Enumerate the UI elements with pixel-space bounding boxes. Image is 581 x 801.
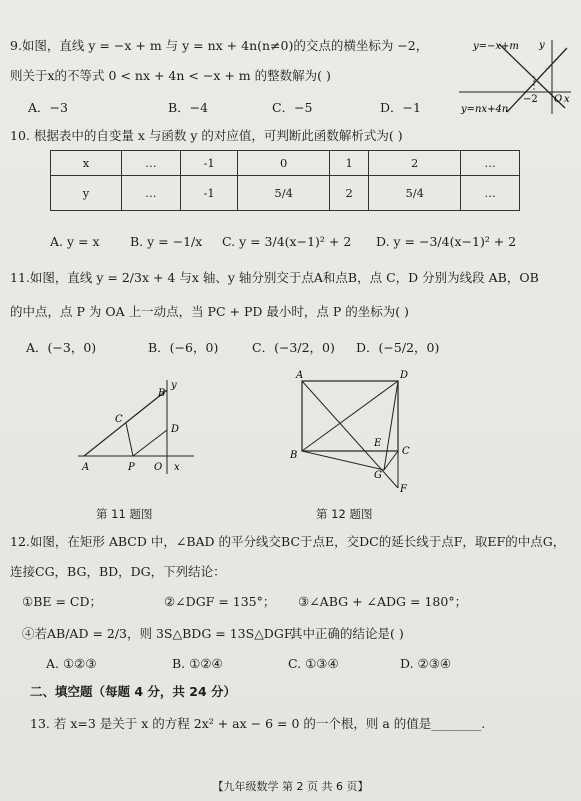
q10-cell: y bbox=[51, 176, 122, 211]
q12-label-c: C bbox=[402, 446, 410, 457]
page-footer: 【九年级数学 第 2 页 共 6 页】 bbox=[212, 780, 369, 793]
q12-label-g: G bbox=[374, 470, 382, 481]
q10-cell: 2 bbox=[369, 151, 461, 176]
q12-conclusion-3: ③∠ABG + ∠ADG = 180°； bbox=[298, 594, 468, 609]
q13-text: 13. 若 x=3 是关于 x 的方程 2x² + ax − 6 = 0 的一个根，则 a 的值是________. bbox=[30, 716, 486, 731]
q9-label-x: x bbox=[564, 94, 570, 105]
q9-label-y: y bbox=[539, 40, 545, 51]
q12-line-af bbox=[302, 381, 398, 488]
q12-line-dg bbox=[384, 381, 398, 470]
q9-option-b: B．−4 bbox=[168, 100, 209, 115]
q11-caption: 第 11 题图 bbox=[96, 507, 153, 521]
q11-label-d: D bbox=[171, 424, 180, 435]
q12-option-d: D. ②③④ bbox=[400, 656, 452, 671]
q12-line-bg bbox=[302, 451, 384, 470]
q12-figure bbox=[280, 366, 420, 496]
q10-cell: x bbox=[51, 151, 122, 176]
q11-line2: 的中点，点 P 为 OA 上一动点，当 PC + PD 最小时，点 P 的坐标为( ) bbox=[10, 304, 409, 319]
q9-label-m2: −2 bbox=[523, 94, 538, 105]
q12-label-b: B bbox=[290, 450, 298, 461]
q11-segment-pd bbox=[133, 430, 167, 456]
q9-label-bottom: y=nx+4n bbox=[461, 104, 509, 115]
q10-row-x bbox=[51, 151, 520, 176]
q11-figure bbox=[70, 374, 200, 478]
q11-label-a: A bbox=[82, 462, 90, 473]
q11-line1: 11.如图，直线 y = 2/3x + 4 与x 轴、y 轴分别交于点A和点B，点 C，D 分别为线段 AB，OB bbox=[10, 270, 539, 285]
q12-conclusion-2: ②∠DGF = 135°； bbox=[164, 594, 276, 609]
q11-label-x: x bbox=[174, 462, 180, 473]
q9-option-c: C．−5 bbox=[272, 100, 313, 115]
q11-label-o: O bbox=[154, 462, 163, 473]
q12-option-c: C. ①③④ bbox=[288, 656, 339, 671]
q10-cell: … bbox=[461, 176, 520, 211]
q10-table bbox=[50, 150, 520, 211]
q10-row-y bbox=[51, 176, 520, 211]
q11-option-c: C．(−3/2，0) bbox=[252, 340, 335, 355]
q12-question-tail: 其中正确的结论是( ) bbox=[290, 626, 404, 641]
q12-option-b: B. ①②④ bbox=[172, 656, 223, 671]
q10-cell: -1 bbox=[180, 151, 237, 176]
q11-option-d: D．(−5/2，0) bbox=[356, 340, 440, 355]
q10-option-a: A. y = x bbox=[50, 234, 100, 249]
section-fill-in-title: 二、填空题（每题 4 分，共 24 分） bbox=[30, 684, 237, 699]
q12-line2: 连接CG，BG，BD，DG，下列结论： bbox=[10, 564, 226, 579]
q10-text: 10. 根据表中的自变量 x 与函数 y 的对应值，可判断此函数解析式为( ) bbox=[10, 128, 403, 143]
q11-label-b: B bbox=[158, 388, 166, 399]
q12-line1: 12.如图，在矩形 ABCD 中，∠BAD 的平分线交BC于点E，交DC的延长线于点F，取EF的中点G， bbox=[10, 534, 566, 549]
q11-line-ab bbox=[84, 390, 167, 456]
q12-caption: 第 12 题图 bbox=[316, 507, 373, 521]
q10-cell: 1 bbox=[330, 151, 369, 176]
q12-conclusion-4: ④若AB/AD = 2/3，则 3S△BDG = 13S△DGF. bbox=[22, 626, 295, 641]
q9-figure bbox=[455, 34, 575, 116]
q10-cell: … bbox=[122, 151, 181, 176]
q11-option-a: A．(−3，0) bbox=[26, 340, 97, 355]
q9-option-a: A．−3 bbox=[28, 100, 68, 115]
q10-option-c: C. y = 3/4(x−1)² + 2 bbox=[222, 234, 352, 249]
q11-label-p: P bbox=[128, 462, 135, 473]
q10-cell: 5/4 bbox=[238, 176, 330, 211]
q12-label-e: E bbox=[374, 438, 382, 449]
q11-label-y: y bbox=[171, 380, 177, 391]
q10-option-d: D. y = −3/4(x−1)² + 2 bbox=[376, 234, 517, 249]
q9-line2: 则关于x的不等式 0 < nx + 4n < −x + m 的整数解为( ) bbox=[10, 68, 331, 83]
q12-label-a: A bbox=[296, 370, 304, 381]
q10-cell: … bbox=[122, 176, 181, 211]
q9-label-o: O bbox=[554, 94, 563, 105]
q12-label-d: D bbox=[400, 370, 409, 381]
q10-cell: … bbox=[461, 151, 520, 176]
q10-cell: 0 bbox=[238, 151, 330, 176]
q9-option-d: D．−1 bbox=[380, 100, 421, 115]
q10-cell: 2 bbox=[330, 176, 369, 211]
q10-cell: -1 bbox=[180, 176, 237, 211]
q9-label-top: y=−x+m bbox=[473, 41, 519, 52]
q11-option-b: B．(−6，0) bbox=[148, 340, 219, 355]
q9-line1: 9.如图，直线 y = −x + m 与 y = nx + 4n(n≠0)的交点的横坐标为 −2， bbox=[10, 38, 429, 53]
q12-line-bd bbox=[302, 381, 398, 451]
q11-label-c: C bbox=[115, 414, 123, 425]
q12-label-f: F bbox=[400, 484, 407, 495]
q10-cell: 5/4 bbox=[369, 176, 461, 211]
q12-option-a: A. ①②③ bbox=[46, 656, 97, 671]
q11-segment-cp bbox=[126, 423, 133, 456]
q12-conclusion-1: ①BE = CD； bbox=[22, 594, 103, 609]
q10-option-b: B. y = −1/x bbox=[130, 234, 203, 249]
